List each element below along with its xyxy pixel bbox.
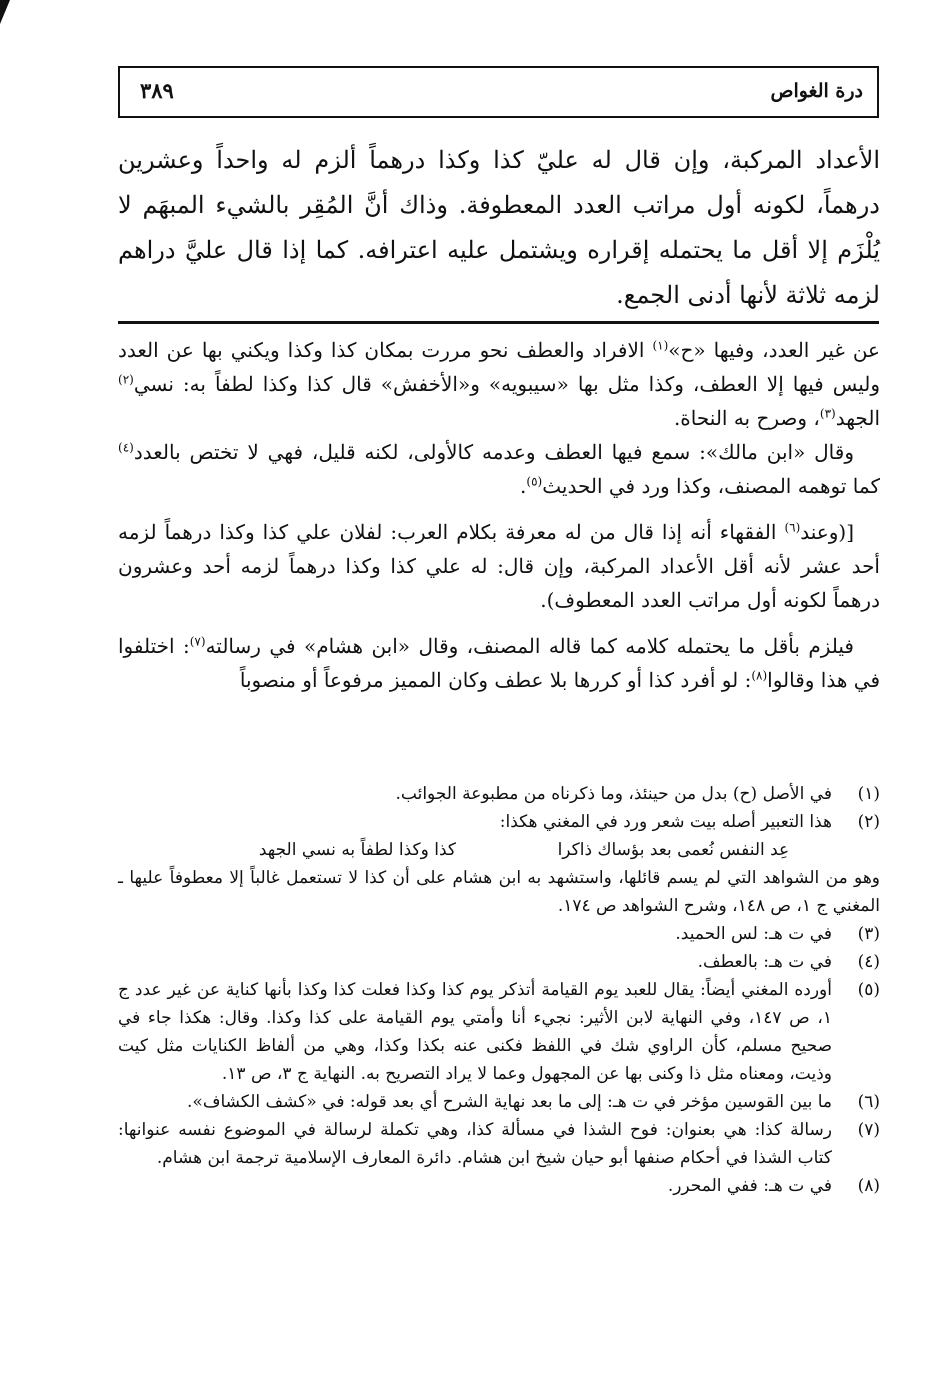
footnote-number: (٧) — [857, 1120, 880, 1140]
footnote-ref: (٥) — [526, 474, 543, 489]
footnote-2-continuation: وهو من الشواهد التي لم يسم قائلها، واستشهد به ابن هشام على أن كذا لا تستعمل غالباً إلا معطوفاً عليها ـ المغني ج ١، ص ١٤٨، وشرح الشواهد ص ١٧٤. — [118, 868, 880, 916]
footnote-2 — [118, 808, 880, 836]
footnote-text: في ت هـ: ففي المحرر. — [667, 1176, 832, 1196]
footnote-text: في الأصل (ح) بدل من حينئذ، وما ذكرناه من مطبوعة الجوائب. — [395, 784, 832, 804]
footnote-ref: (٢) — [118, 372, 134, 387]
footnote-text: رسالة كذا: هي بعنوان: فوح الشذا في مسألة كذا، وهي تكملة لرسالة في الموضوع نفسه عنوانها: كتاب الشذا في أحكام صنفها أبو حيان شيخ ابن هشام. دائرة المعارف الإسلامية ترجمة ابن هشام. — [118, 1120, 832, 1168]
commentary-paragraph-1: عن غير العدد، وفيها «ح»$^{(١)}$ الافراد والعطف نحو مررت بمكان كذا وكذا ويكني بها عن العدد وليس فيها إلا العطف، وكذا مثل بها «سيبويه» و«الأخفش» قال كذا وكذا لطفاً به: نسي$^{(٢)}$ الجهد$^{(٣)}$، وصرح به النحاة. — [118, 338, 880, 430]
footnote-ref: (٨) — [751, 668, 768, 683]
page-number: ٣٨٩ — [140, 78, 174, 103]
footnote-text: في ت هـ: بالعطف. — [697, 952, 832, 972]
verse-second-hemistich: كذا وكذا لطفاً به نسي الجهد — [258, 840, 456, 860]
commentary-paragraph-4: فيلزم بأقل ما يحتمله كلامه كما قاله المصنف، وقال «ابن هشام» في رسالته$^{(٧)}$: اختلفوا في هذا وقالوا$^{(٨)}$: لو أفرد كذا أو كررها بلا عطف وكان المميز مرفوعاً أو منصوباً — [118, 634, 880, 692]
footnote-ref: (٣) — [819, 406, 836, 421]
footnote-5 — [118, 976, 880, 1088]
footnote-number: (٨) — [857, 1176, 880, 1196]
footnote-number: (٦) — [857, 1092, 880, 1112]
footnote-number: (٤) — [857, 952, 880, 972]
footnote-3 — [118, 920, 880, 948]
footnote-number: (٢) — [857, 812, 880, 832]
footnote-number: (٣) — [857, 924, 880, 944]
commentary-paragraph-3: [(وعند$^{(٦)}$ الفقهاء أنه إذا قال من له معرفة بكلام العرب: لفلان علي كذا وكذا درهماً لزمه أحد عشر لأنه أقل الأعداد المركبة، وإن قال: له علي كذا وكذا درهماً لزمه أحد وعشرون درهماً لكونه أول مراتب العدد المعطوف). — [118, 520, 880, 612]
footnote-7 — [118, 1116, 880, 1172]
commentary-paragraph-2: وقال «ابن مالك»: سمع فيها العطف وعدمه كالأولى، لكنه قليل، فهي لا تختص بالعدد$^{(٤)}$ كما توهمه المصنف، وكذا ورد في الحديث$^{(٥)}$. — [118, 440, 880, 498]
footnote-4 — [118, 948, 880, 976]
separator-rule — [118, 321, 879, 324]
footnote-8 — [118, 1172, 880, 1200]
main-paragraph: الأعداد المركبة، وإن قال له عليّ كذا وكذا درهماً ألزم له واحداً وعشرين درهماً، لكونه أول مراتب العدد المعطوفة. وذاك أنَّ المُقِر بالشيء المبهَم لا يُلْزَم إلا أقل ما يحتمله إقراره ويشتمل عليه اعترافه. كما إذا قال عليَّ دراهم لزمه ثلاثة لأنها أدنى الجمع. — [118, 146, 880, 309]
book-title: درة الغواص — [770, 80, 863, 102]
footnote-ref: (٦) — [784, 520, 801, 535]
verse-first-hemistich: عِد النفس نُعمى بعد بؤساك ذاكرا — [557, 840, 790, 860]
running-header — [118, 66, 879, 118]
footnote-6 — [118, 1088, 880, 1116]
footnote-1 — [118, 780, 880, 808]
main-text — [118, 138, 880, 318]
footnote-ref: (٤) — [118, 440, 134, 455]
footnote-number: (١) — [857, 784, 880, 804]
footnote-ref: (٧) — [189, 634, 206, 649]
footnote-ref: (١) — [652, 338, 669, 353]
footnote-text: هذا التعبير أصله بيت شعر ورد في المغني هكذا: — [499, 812, 832, 832]
footnotes — [118, 780, 880, 1200]
footnote-text: أورده المغني أيضاً: يقال للعبد يوم القيامة أتذكر يوم كذا وكذا فعلت كذا وكذا بأنها كناية عن غير عدد ج ١، ص ١٤٧، وفي النهاية لابن الأثير: نجيء أنا وأمتي يوم القيامة على كذا وكذا. وقال: هكذا جاء في صحيح مسلم، كأن الراوي شك في اللفظ فكنى عنه بكذا وكذا، وهي من ألفاظ الكنايات مثل كيت وذيت، ومعناه مثل ذا وكنى بها عن المجهول وعما لا يراد التصريح به. النهاية ج ٣، ص ١٣. — [118, 980, 832, 1084]
footnote-text: ما بين القوسين مؤخر في ت هـ: إلى ما بعد نهاية الشرح أي بعد قوله: في «كشف الكشاف». — [187, 1092, 832, 1112]
footnote-text: في ت هـ: لس الحميد. — [675, 924, 832, 944]
footnote-number: (٥) — [857, 980, 880, 1000]
poem-verse — [118, 836, 880, 864]
corner-mark — [0, 0, 10, 24]
commentary — [118, 333, 880, 697]
